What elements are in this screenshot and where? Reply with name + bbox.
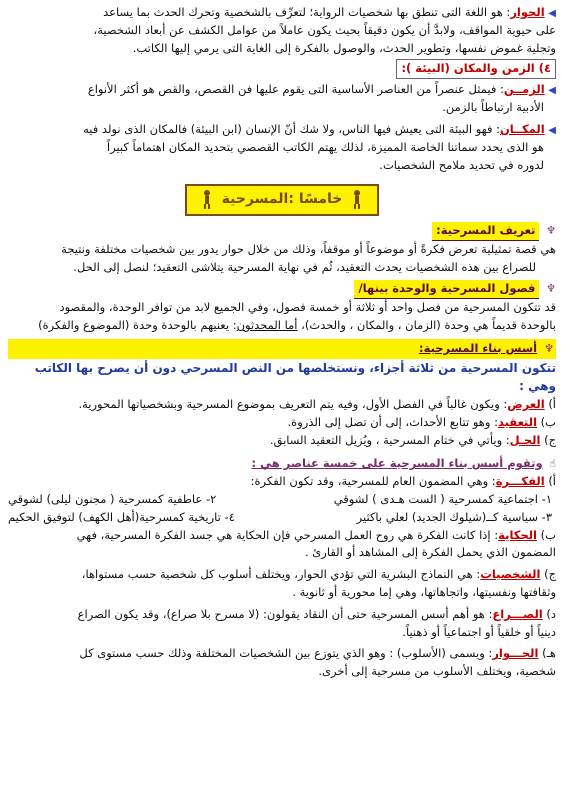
foundations-intro: تتكون المسرحية من ثلاثة أجزاء، ونستخلصها من النص المسرحي دون أن يصرح بها الكاتب وهي : xyxy=(34,360,556,394)
foundation-item-text: : وهو تتابع الأحداث، إلى أن تصل إلى الذروة. xyxy=(287,414,498,429)
hiwar2-num: هـ) xyxy=(542,646,556,661)
zaman-text-2: الأدبية ارتباطاً بالزمن. xyxy=(442,100,544,115)
fikra-num: أ) xyxy=(548,474,556,489)
trophy-icon: ♆ xyxy=(546,224,556,237)
section-4-title: ٤) الزمن والمكان (البيئة ): xyxy=(396,59,556,79)
hiwar2-text-1: : ويسمى (الأسلوب) : وهو الذي يتوزع بين الشخصيات المختلفة وذلك حسب مستوى كل xyxy=(79,646,493,661)
shakhsiyat-num: ج) xyxy=(544,567,556,582)
sira-label: الصـــراع xyxy=(492,606,543,621)
banner-box xyxy=(185,184,379,216)
definition-heading: تعريف المسرحية: xyxy=(432,222,539,241)
elements-heading: وتقوم أسس بناء المسرحية على خمسة عناصر هي : xyxy=(251,456,543,471)
fikra-type: ٤- تاريخية كمسرحية(أهل الكهف) لتوفيق الحكيم xyxy=(8,509,235,524)
foundation-item-label: العرض xyxy=(507,396,545,411)
acts-text-2a: بالوحدة قديماً هي وحدة (الزمان ، والمكان ، والحدث)، xyxy=(301,318,556,333)
acts-text-1: قد تتكون المسرحية من فصل واحد أو ثلاثة أو خمسة فصول، وفي الجميع لابد من توافر الوحدة، والمقصود xyxy=(59,300,556,315)
triangle-bullet-icon: ◀ xyxy=(548,8,556,19)
shakhsiyat-text-2: وثقافتها ونفسيتها، واتجاهاتها، وهي إما محورية أو ثانوية . xyxy=(292,585,556,599)
definition-text-1: هي قصة تمثيلية تعرض فكرةً أو موضوعاً أو موقفاً، وذلك من خلال حوار يدور بين شخصيات مختلفة ونتيجة xyxy=(61,241,556,256)
hiwar2-paragraph xyxy=(8,645,556,663)
shakhsiyat-label: الشخصيات xyxy=(480,567,541,582)
sira-text-1: : هو أهم أسس المسرحية حتى أن النقاد يقولون: (لا مسرح بلا صراع)، وقد يكون الصراع xyxy=(77,606,493,621)
elements-heading-row xyxy=(8,455,556,473)
foundation-item-num: أ) xyxy=(548,396,556,411)
figure-icon xyxy=(201,189,213,209)
fikra-type: ٣- سياسية كــ(شيلوك الجديد) لعلي باكثير xyxy=(356,509,552,524)
makan-paragraph xyxy=(8,121,556,139)
fikra-paragraph xyxy=(8,473,556,491)
hikaya-text-2: المضمون الذي يحمل الفكرة إلى المشاهد أو القارئ . xyxy=(304,545,556,560)
triangle-bullet-icon: ◀ xyxy=(548,85,556,97)
hiwar-text-2: على حيوية المواقف، ولابدَّ أن يكون دقيقاً بحيث يكون عاملاً من عوامل الكشف عن أبعاد الشخصية، xyxy=(93,22,556,37)
fikra-label: الفكـــرة xyxy=(495,474,545,489)
makan-text-2: هو الذى يحدد سماتنا الخاصة المميزة، لذلك يهتم الكاتب القصصي بتحديد المكان اهتماماً كبيراً xyxy=(106,139,544,154)
zaman-paragraph xyxy=(8,81,556,99)
hand-icon: ☝ xyxy=(549,457,556,471)
makan-text-3: لدوره في تحديد ملامح الشخصيات. xyxy=(379,157,544,172)
foundation-item-num: ب) xyxy=(540,414,556,429)
hiwar-label: الحوار xyxy=(510,5,545,19)
acts-heading: فصول المسرحية والوحدة بينها/ xyxy=(354,280,539,299)
foundation-item xyxy=(8,414,556,432)
hiwar2-label: الحـــوار xyxy=(492,646,539,661)
acts-heading-row xyxy=(8,280,556,299)
foundation-item-label: الحـل xyxy=(509,432,541,447)
sira-text-2: دينياً أو خلقياً أو اجتماعياً أو ذهنياً. xyxy=(402,624,556,639)
sira-num: د) xyxy=(546,606,556,621)
fikra-types-row-1 xyxy=(8,491,556,509)
hiwar-text-1: : هو اللغة التى تنطق بها شخصيات الرواية؛ لتعرِّف بالشخصية وتحرك الحدث بما يساعد xyxy=(103,5,511,19)
hikaya-text-1: : إذا كانت الفكرة هي روح العمل المسرحي فإن الحكاية هي جسد الفكرة المسرحية، فهي xyxy=(76,527,499,542)
hiwar-paragraph xyxy=(8,4,556,22)
hiwar-text-3: وتجلية غموض نفسها، وتطوير الحدث، والوصول بالفكرة إلى الغاية التى يرمي إليها الكاتب. xyxy=(132,40,556,55)
fikra-text: : وهي المضمون العام للمسرحية، وقد تكون الفكرة: xyxy=(250,474,496,489)
triangle-bullet-icon: ◀ xyxy=(548,124,556,136)
acts-text-2c: : يعنيهم بالوحدة وحدة (الموضوع والفكرة) xyxy=(38,318,237,333)
section-banner xyxy=(8,184,556,216)
shakhsiyat-paragraph xyxy=(8,566,556,584)
foundation-item-text: : ويكون غالباً في الفصل الأول، وفيه يتم التعريف بموضوع المسرحية وبشخصياتها المحورية. xyxy=(78,396,508,411)
acts-text-2 xyxy=(8,317,556,335)
hikaya-num: ب) xyxy=(540,527,556,542)
zaman-label: الزمــن xyxy=(503,82,545,97)
trophy-icon: ♆ xyxy=(544,341,554,355)
makan-label: المكــان xyxy=(499,121,545,136)
sira-paragraph xyxy=(8,606,556,624)
shakhsiyat-text-1: : هي النماذج البشرية التي تؤدي الحوار، ويختلف أسلوب كل شخصية حسب مستواها، xyxy=(81,567,481,582)
foundation-item-num: ج) xyxy=(544,432,556,447)
fikra-type: ١- اجتماعية كمسرحية ( الست هـدى ) لشوقي xyxy=(333,491,552,506)
banner-title: خامسًا :المسرحية xyxy=(221,191,343,208)
hikaya-paragraph xyxy=(8,527,556,545)
hiwar2-text-2: شخصية، ويختلف الأسلوب من مسرحية إلى أخرى. xyxy=(318,664,556,679)
foundation-item xyxy=(8,396,556,414)
fikra-type: ٢- عاطفية كمسرحية ( مجنون ليلى) لشوقي xyxy=(8,491,217,506)
acts-text-2b: أما المحدثون xyxy=(236,318,298,333)
definition-text-2: للصراع بين هذه الشخصيات يحدث التعقيد، ثُم في نهاية المسرحية يتلاشى التعقيد؛ لنصل إلى الحل. xyxy=(73,259,536,274)
trophy-icon: ♆ xyxy=(546,282,556,296)
foundation-item-label: التعقيد xyxy=(497,414,538,429)
makan-text-1: : فهو البيئة التى يعيش فيها الناس، ولا شك أنّ الإنسان (ابن البيئة) فالمكان الذى نولد فيه xyxy=(83,121,500,136)
definition-heading-row xyxy=(8,222,556,241)
fikra-types-row-2 xyxy=(8,509,556,527)
hikaya-label: الحكاية xyxy=(498,527,538,542)
figure-icon xyxy=(351,189,363,209)
foundations-heading: أسس بناء المسرحية: xyxy=(419,340,538,355)
foundation-item-text: : ويأتي في ختام المسرحية ، ويُزيل التعقيد السابق. xyxy=(269,432,510,447)
zaman-text-1: : فيمثل عنصراً من العناصر الأساسية التى يقوم عليها فن القصص، والقص هو أكثر الأنواع xyxy=(87,82,504,97)
foundation-item xyxy=(8,432,556,450)
foundations-heading-bar xyxy=(8,339,556,359)
